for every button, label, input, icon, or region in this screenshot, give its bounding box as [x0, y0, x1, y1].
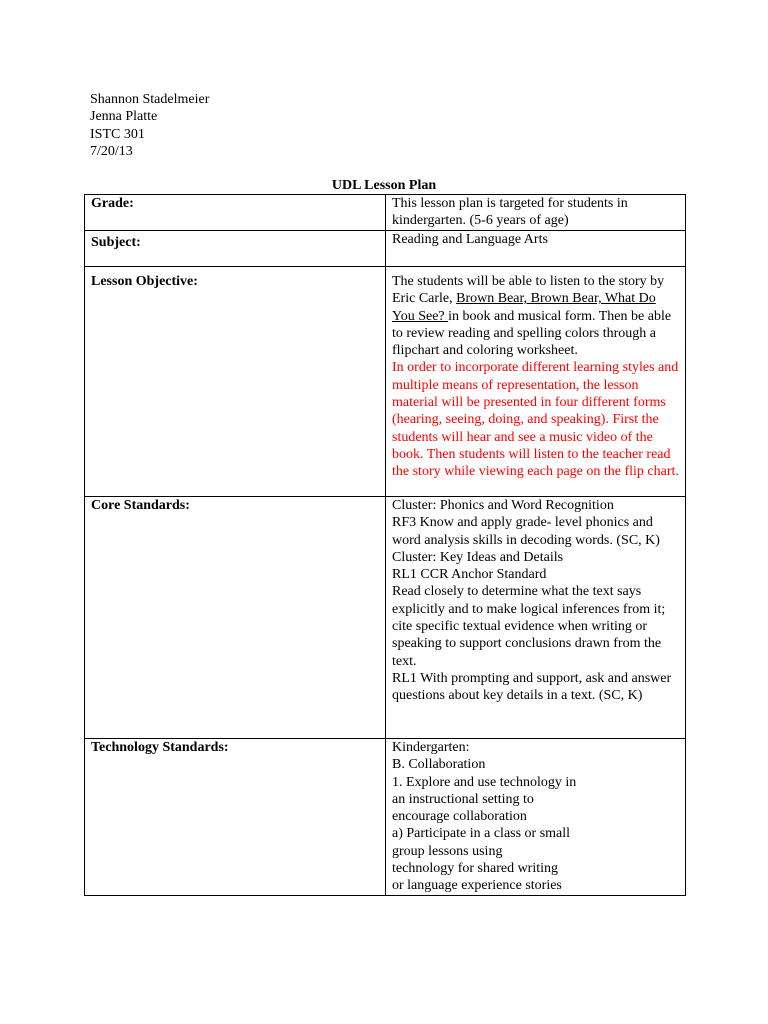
- core-line-6: RL1 With prompting and support, ask and answer questions about key details in a text. (SC, K): [392, 670, 672, 704]
- core-standards-label: Core Standards:: [85, 497, 386, 739]
- grade-value: This lesson plan is targeted for students in kindergarten. (5-6 years of age): [386, 195, 686, 231]
- core-line-5: Read closely to determine what the text says explicitly and to make logical inferences from it; cite specific textual evidence when writing or speaking to support conclusions drawn from the text.: [392, 584, 666, 669]
- subject-label: Subject:: [85, 231, 386, 267]
- tech-line-2: B. Collaboration: [392, 757, 486, 773]
- core-standards-value: [386, 497, 686, 739]
- table-row-grade: [85, 195, 686, 231]
- author-name-1: Shannon Stadelmeier: [90, 92, 210, 107]
- objective-text-before: The students will be able to listen to the story by Eric Carle,: [392, 274, 665, 307]
- objective-book-title: Brown Bear, Brown Bear, What Do You See?: [392, 291, 656, 324]
- table-row-technology-standards: [85, 739, 686, 896]
- objective-label: Lesson Objective:: [85, 267, 386, 497]
- grade-label: Grade:: [85, 195, 386, 231]
- author-name-2: Jenna Platte: [90, 109, 158, 125]
- tech-line-7: group lessons using: [392, 843, 503, 859]
- technology-list: [392, 739, 592, 895]
- tech-line-6: a) Participate in a class or small: [392, 826, 571, 842]
- tech-line-3: 1. Explore and use technology in: [392, 774, 577, 790]
- tech-line-4: an instructional setting to: [392, 791, 534, 807]
- tech-line-9: or language experience stories: [392, 878, 562, 894]
- core-line-4: RL1 CCR Anchor Standard: [392, 567, 547, 583]
- lesson-plan-table: [84, 194, 686, 896]
- core-line-3: Cluster: Key Ideas and Details: [392, 549, 564, 565]
- objective-text-after: in book and musical form. Then be able to review reading and spelling colors through a flipchart and coloring worksheet.: [392, 308, 672, 359]
- tech-line-1: Kindergarten:: [392, 740, 470, 755]
- header-block: [90, 91, 209, 160]
- objective-red-text: In order to incorporate different learning styles and multiple means of representation, the lesson material will be presented in four different forms (hearing, seeing, doing, and speaking). First the students will hear and see a music video of the book. Then students will listen to the teacher read the story while viewing each page on the flip chart.: [392, 360, 679, 480]
- core-line-1: Cluster: Phonics and Word Recognition: [392, 498, 614, 513]
- technology-standards-label: Technology Standards:: [85, 739, 386, 896]
- technology-standards-value: [386, 739, 686, 896]
- core-line-2: RF3 Know and apply grade- level phonics and word analysis skills in decoding words. (SC, K): [392, 515, 660, 548]
- subject-value: Reading and Language Arts: [386, 231, 686, 267]
- table-row-objective: [85, 267, 686, 497]
- tech-line-5: encourage collaboration: [392, 809, 527, 825]
- tech-line-8: technology for shared writing: [392, 861, 559, 877]
- table-row-core-standards: [85, 497, 686, 739]
- document-date: 7/20/13: [90, 143, 133, 159]
- document-title: UDL Lesson Plan: [331, 178, 437, 193]
- table-row-subject: [85, 231, 686, 267]
- course-code: ISTC 301: [90, 126, 145, 142]
- objective-value: [386, 267, 686, 497]
